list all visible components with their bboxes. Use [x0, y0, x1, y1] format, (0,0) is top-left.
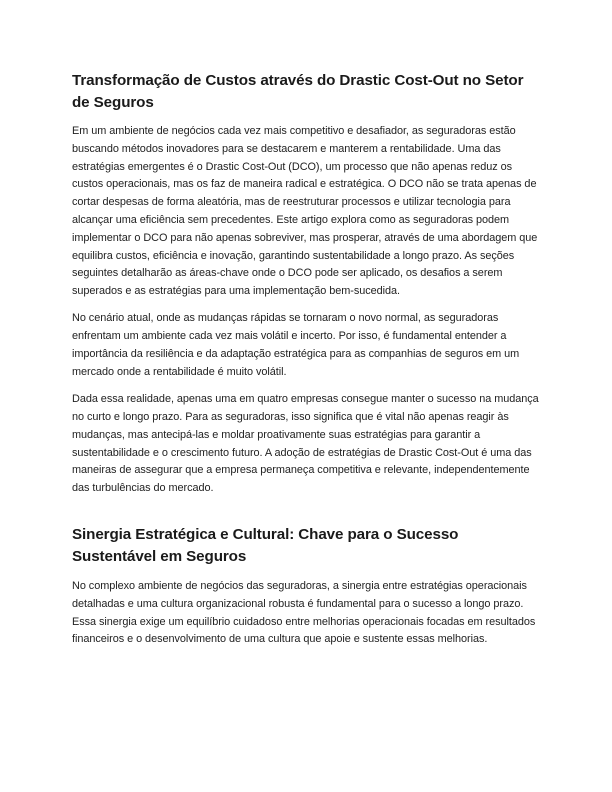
context-paragraph: No cenário atual, onde as mudanças rápidas se tornaram o novo normal, as seguradoras enfrentam um ambiente cada vez mais volátil e incerto. Por isso, é fundamental entender a importância da resiliência e da adaptação estratégica para as companhias de seguros em um mercado onde a rentabilidade é muito volátil.: [72, 312, 520, 378]
document-title: Transformação de Custos através do Drastic Cost-Out no Setor de Seguros: [72, 72, 524, 111]
reality-paragraph: Dada essa realidade, apenas uma em quatro empresas consegue manter o sucesso na mudança no curto e longo prazo. Para as seguradoras, isso significa que é vital não apenas reagir às mudanças, mas antecipá-las e moldar proativamente suas estratégias para garantir a sustentabilidade e o crescimento futuro. A adoção de estratégias de Drastic Cost-Out é uma das maneiras de assegurar que a empresa permaneça competitiva e relevante, independentemente das turbulências do mercado.: [72, 393, 539, 495]
section-paragraph: No complexo ambiente de negócios das seguradoras, a sinergia entre estratégias operacionais detalhadas e uma cultura organizacional robusta é fundamental para o sucesso a longo prazo. Essa sinergia exige um equilíbrio cuidadoso entre melhorias operacionais focadas em resultados financeiros e o desenvolvimento de uma cultura que apoie e sustente essas melhorias.: [72, 579, 536, 646]
intro-paragraph: Em um ambiente de negócios cada vez mais competitivo e desafiador, as seguradoras estão buscando métodos inovadores para se destacarem e manterem a rentabilidade. Uma das estratégias emergentes é o Drastic Cost-Out (DCO), um processo que não apenas reduz os custos operacionais, mas os faz de maneira radical e estratégica. O DCO não se trata apenas de cortar despesas de forma aleatória, mas de reestruturar processos e utilizar tecnologia para alcançar uma eficiência sem precedentes. Este artigo explora como as seguradoras podem implementar o DCO para não apenas sobreviver, mas prosperar, através de uma abordagem que equilibra custos, eficiência e inovação, garantindo sustentabilidade a longo prazo. As seções seguintes detalharão as áreas-chave onde o DCO pode ser aplicado, os desafios a serem superados e as estratégias para uma implementação bem-sucedida.: [72, 125, 538, 298]
document-page: [72, 70, 542, 659]
section-heading: Sinergia Estratégica e Cultural: Chave para o Sucesso Sustentável em Seguros: [72, 525, 459, 565]
